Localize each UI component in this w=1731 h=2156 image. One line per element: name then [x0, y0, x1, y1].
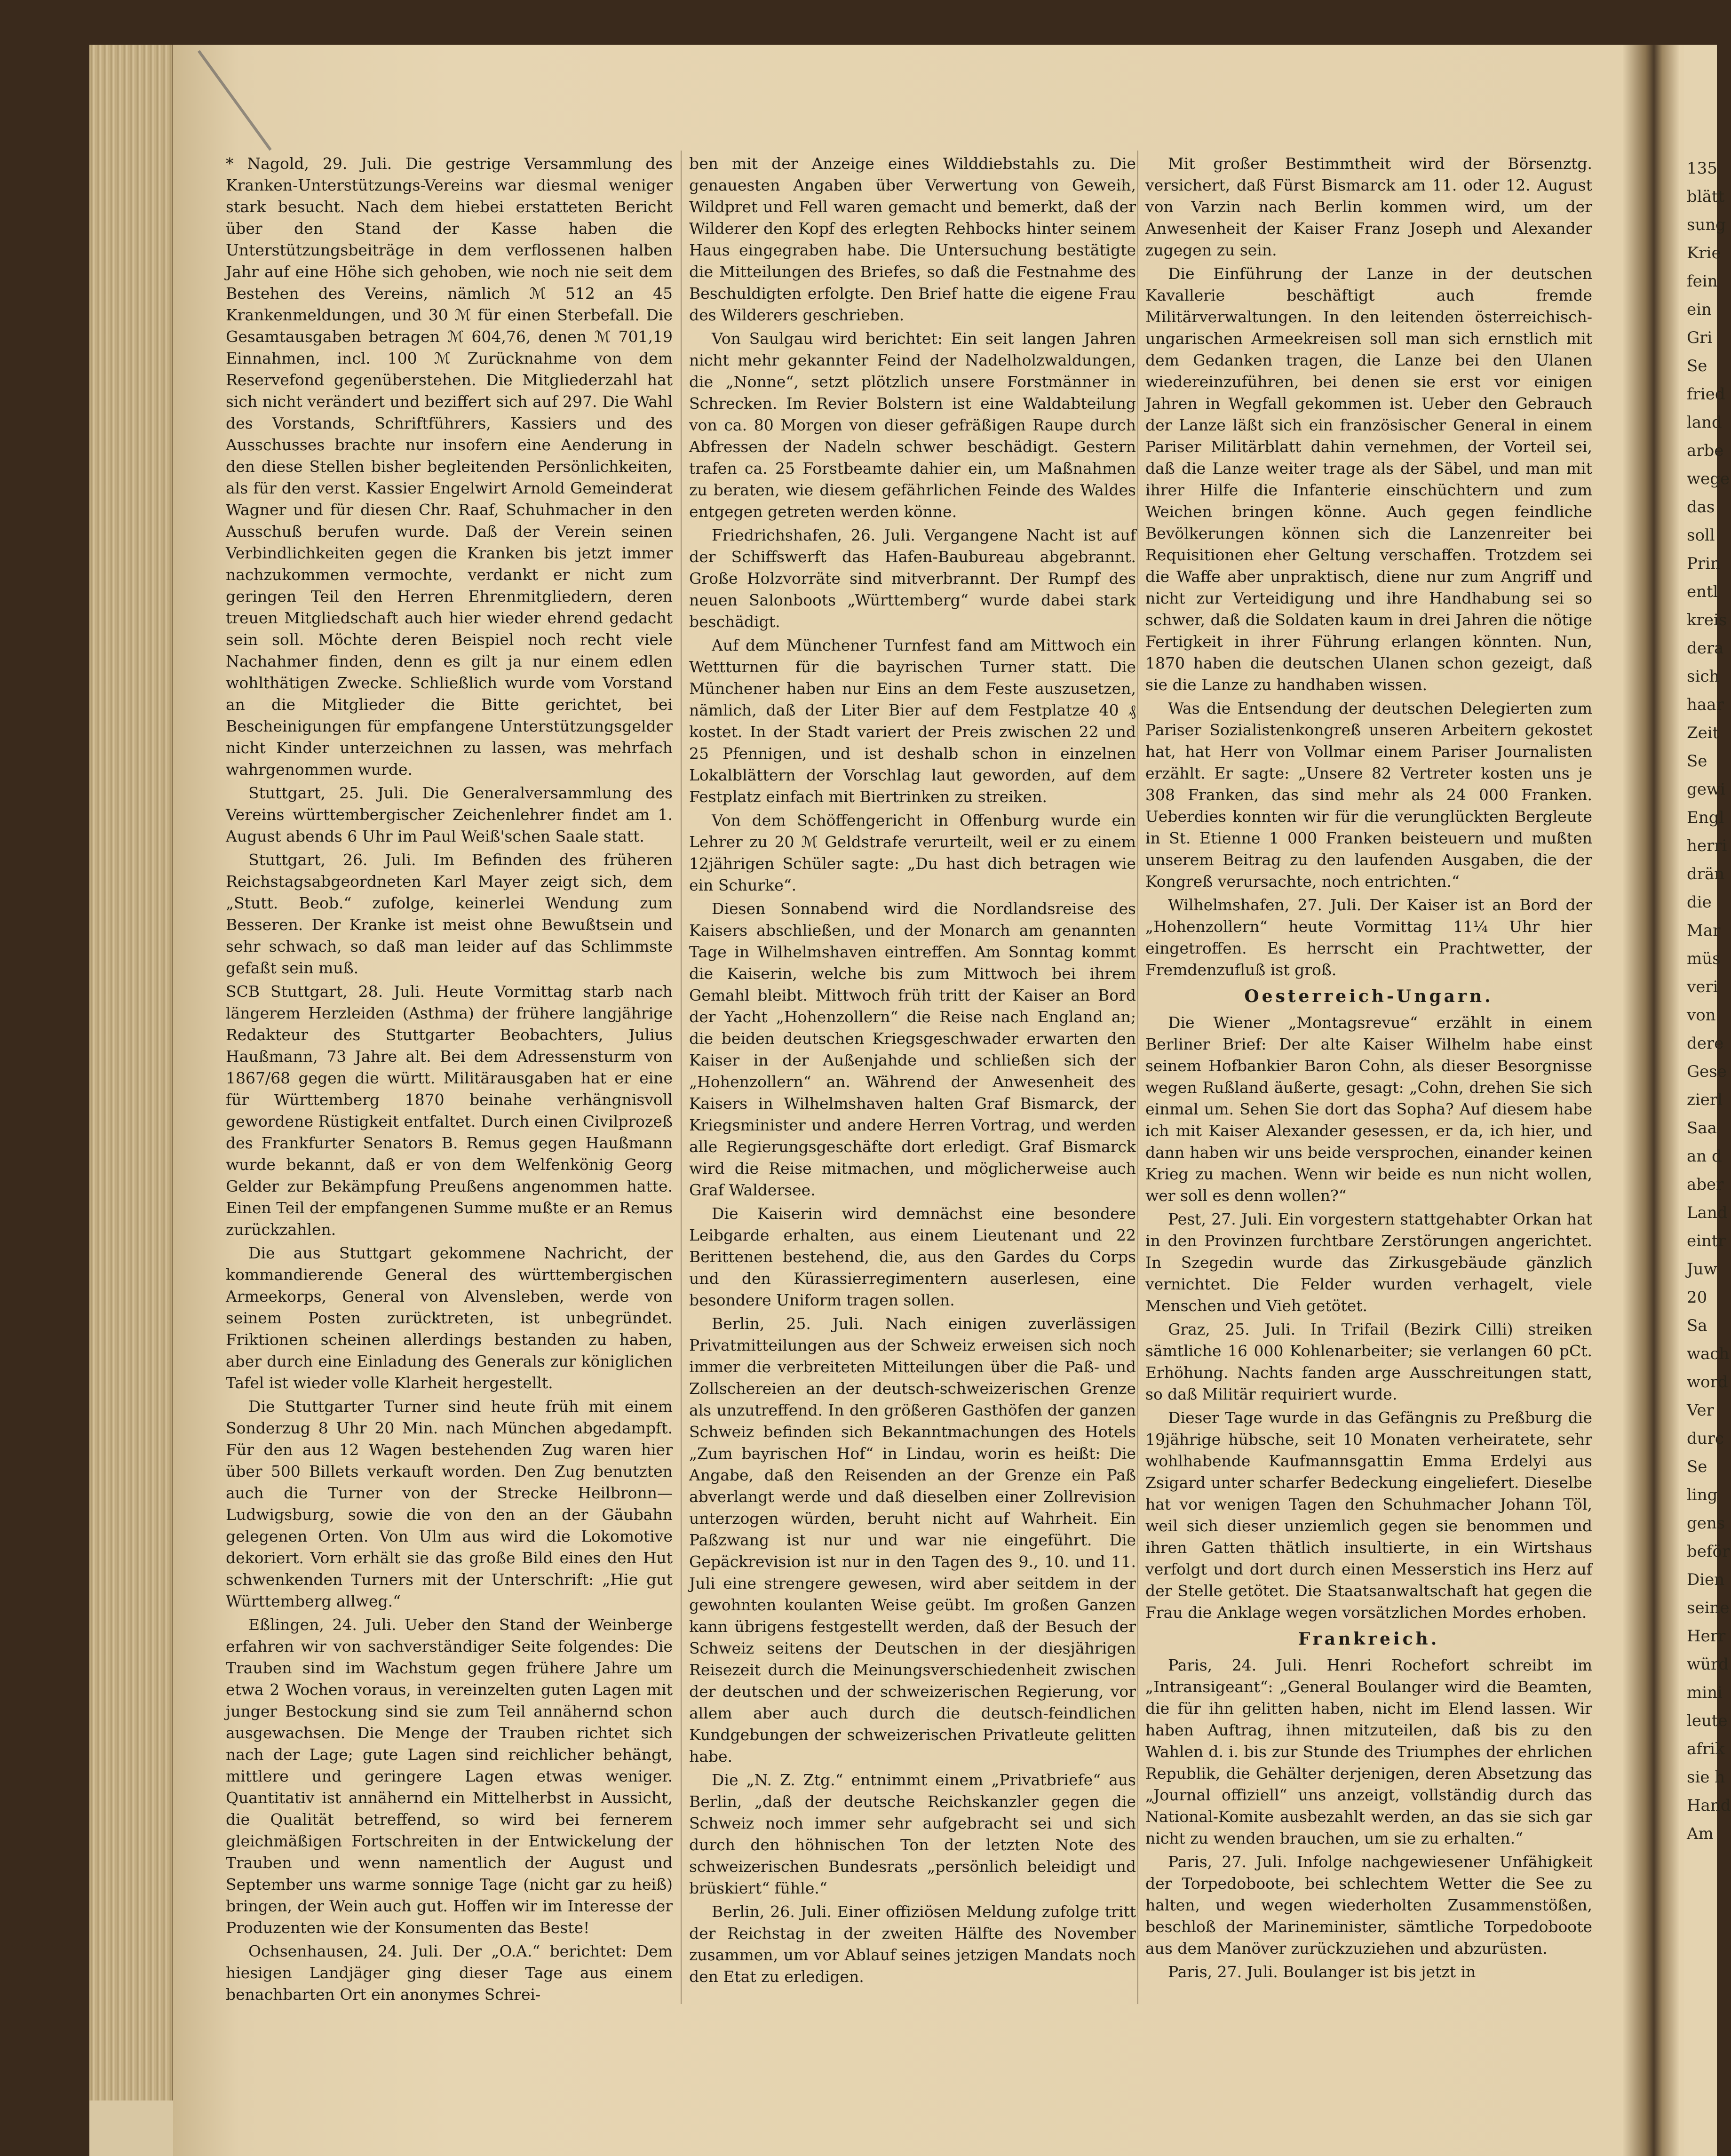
right-page-text-fragment: soll [1687, 526, 1715, 545]
right-page-text-fragment: Engl [1687, 808, 1724, 827]
right-page-text-fragment: arbe [1687, 441, 1724, 460]
right-page-text-fragment: Ver [1687, 1401, 1714, 1420]
article-paragraph: Auf dem Münchener Turnfest fand am Mittwoch ein Wettturnen für die bayrischen Turner statt. Die Münchener haben nur Eins an dem Feste auszusetzen, nämlich, daß der Liter Bier auf dem Festplatze 40 ₰ kostet. In der Stadt variert der Preis zwischen 22 und 25 Pfennigen, und ist deshalb schon in einzelnen Lokalblättern der Vorschlag laut geworden, auf dem Festplatz einfach mit Biertrinken zu streiken. [689, 636, 1136, 806]
right-page-text-fragment: von [1687, 1006, 1716, 1025]
right-page-text-fragment: aber [1687, 1175, 1724, 1194]
right-page-text-fragment: an d [1687, 1147, 1722, 1166]
right-page-text-fragment: entl [1687, 582, 1718, 601]
article-paragraph: Die Kaiserin wird demnächst eine besondere Leibgarde erhalten, aus einem Lieutenant und 22 Berittenen bestehend, die, aus den Gardes du Corps und den Kürassierregimentern auserlesen, eine besondere Uniform tragen sollen. [689, 1204, 1136, 1309]
article-paragraph: Wilhelmshafen, 27. Juli. Der Kaiser ist an Bord der „Hohenzollern“ heute Vormittag 11¼ Uhr hier eingetroffen. Es herrscht ein Prachtwetter, der Fremdenzufluß ist groß. [1145, 896, 1592, 979]
article-paragraph: * Nagold, 29. Juli. Die gestrige Versammlung des Kranken-Unterstützungs-Vereins war diesmal weniger stark besucht. Nach dem hiebei erstatteten Bericht über den Stand der Kasse haben die Unterstützungsbeiträge in dem verflossenen halben Jahr auf eine Höhe sich gehoben, wie noch nie seit dem Bestehen des Vereins, nämlich ℳ 512 an 45 Krankenmeldungen, und 30 ℳ für einen Sterbefall. Die Gesamtausgaben betragen ℳ 604,76, denen ℳ 701,19 Einnahmen, incl. 100 ℳ Zurücknahme von dem Reservefond gegenüberstehen. Die Mitgliederzahl hat sich nicht verändert und beziffert sich auf 297. Die Wahl des Vorstands, Schriftführers, Kassiers und des Ausschusses brachte nur insofern eine Aenderung in den diese Stellen bisher begleitenden Persönlichkeiten, als für den verst. Kassier Engelwirt Arnold Gemeinderat Wagner und für diesen Chr. Raaf, Schuhmacher in den Ausschuß berufen wurde. Daß der Verein seinen Verbindlichkeiten gegen die Kranken bis jetzt immer nachzukommen vermochte, verdankt er nicht zum geringen Teil den Herren Ehrenmitgliedern, deren treuen Mitgliedschaft auch hier wieder ehrend gedacht sein soll. Möchte deren Beispiel noch recht viele Nachahmer finden, denn es gilt ja nur einem edlen wohlthätigen Zwecke. Schließlich wurde vom Vorstand an die Mitglieder die Bitte gerichtet, bei Bescheinigungen für empfangene Unterstützungsgelder nicht Kinder unterzeichnen zu lassen, was mehrfach wahrgenommen wurde. [226, 154, 673, 779]
right-page-text-fragment: gewi [1687, 780, 1725, 799]
article-paragraph: Was die Entsendung der deutschen Delegierten zum Pariser Sozialistenkongreß unseren Arbeitern gekostet hat, hat Herr von Vollmar einem Pariser Journalisten erzählt. Er sagte: „Unsere 82 Vertreter kosten uns je 308 Franken, das sind mehr als 24 000 Franken. Ueberdies konnten wir für die verunglückten Bergleute in St. Etienne 1 000 Franken beisteuern und mußten unserem Beitrag zu den laufenden Ausgaben, die der Kongreß verursachte, noch entrichten.“ [1145, 699, 1592, 891]
right-page-text-fragment: word [1687, 1373, 1728, 1392]
article-paragraph: Friedrichshafen, 26. Juli. Vergangene Nacht ist auf der Schiffswerft das Hafen-Baubureau abgebrannt. Große Holzvorräte sind mitverbrannt. Der Rumpf des neuen Salonboots „Württemberg“ wurde dabei stark beschädigt. [689, 526, 1136, 631]
right-page-text-fragment: Am [1687, 1824, 1714, 1843]
right-page-text-fragment: Krie [1687, 244, 1721, 263]
right-page-text-fragment: veri [1687, 978, 1718, 996]
right-page-text-fragment: drän [1687, 865, 1725, 883]
article-paragraph: Die Einführung der Lanze in der deutschen Kavallerie beschäftigt auch fremde Militärverwaltungen. In den leitenden österreichisch-ungarischen Armeekreisen soll man sich ernstlich mit dem Gedanken tragen, die Lanze bei den Ulanen wiedereinzuführen, bei denen sie erst vor einigen Jahren in Wegfall gekommen ist. Ueber den Gebrauch der Lanze läßt sich ein französischer General in einem Pariser Militärblatt dahin vernehmen, der Vorteil sei, daß die Lanze weiter trage als der Säbel, und man mit ihrer Hilfe die Infanterie einschüchtern und zum Weichen bringen könne. Auch gegen feindliche Bevölkerungen können sich die Lanzenreiter bei Requisitionen eher Geltung verschaffen. Trotzdem sei die Waffe aber unpraktisch, diene nur zum Angriff und nicht zur Verteidigung und ihre Handhabung sei so schwer, daß die Soldaten kaum in drei Jahren die nötige Fertigkeit in ihrer Führung erlangen könnten. Nun, 1870 haben die deutschen Ulanen schon gezeigt, daß sie die Lanze zu handhaben wissen. [1145, 264, 1592, 694]
right-page-text-fragment: Gese [1687, 1062, 1727, 1081]
article-paragraph: Von dem Schöffengericht in Offenburg wurde ein Lehrer zu 20 ℳ Geldstrafe verurteilt, weil er zu einem 12jährigen Schüler sagte: „Du hast dich betragen wie ein Schurke“. [689, 811, 1136, 894]
section-heading-austria: Oesterreich-Ungarn. [1244, 987, 1493, 1006]
right-page-text-fragment: Se [1687, 752, 1707, 771]
right-page-text-fragment: sie h [1687, 1768, 1725, 1787]
right-page-text-fragment: 20 [1687, 1288, 1707, 1307]
article-paragraph: Die aus Stuttgart gekommene Nachricht, der kommandierende General des württembergischen Armeekorps, General von Alvensleben, werde von seinem Posten zurücktreten, ist unbegründet. Friktionen scheinen allerdings bestanden zu haben, aber durch eine Einladung des Generals zur königlichen Tafel ist wieder volle Klarheit hergestellt. [226, 1244, 673, 1392]
section-heading-france: Frankreich. [1298, 1629, 1440, 1649]
right-page-text-fragment: beför [1687, 1542, 1730, 1561]
right-page-text-fragment: dera [1687, 639, 1724, 658]
column-rule [681, 151, 682, 2004]
right-page-text-fragment: seine [1687, 1599, 1730, 1617]
right-page-text-fragment: fried [1687, 385, 1725, 404]
right-page-text-fragment: fein [1687, 272, 1718, 291]
right-page-text-fragment: land [1687, 413, 1722, 432]
column-rule [1137, 151, 1138, 2004]
article-paragraph: Dieser Tage wurde in das Gefängnis zu Preßburg die 19jährige hübsche, seit 10 Monaten verheiratete, sehr wohlhabende Kaufmannsgattin Emma Erdelyi aus Zsigard unter scharfer Bedeckung eingeliefert. Dieselbe hat vor wenigen Tagen den Schuhmacher Johann Töl, weil sich dieser unziemlich gegen sie benommen und ihren Gatten thätlich insultierte, in ein Wirtshaus verfolgt und dort durch einen Messerstich ins Herz auf der Stelle getötet. Die Staatsanwaltschaft hat gegen die Frau die Anklage wegen vorsätzlichen Mordes erhoben. [1145, 1408, 1592, 1622]
article-paragraph: Stuttgart, 25. Juli. Die Generalversammlung des Vereins württembergischer Zeichenlehrer findet am 1. August abends 6 Uhr im Paul Weiß'schen Saale statt. [226, 784, 673, 845]
column-3 [1145, 153, 1592, 2002]
article-paragraph: Ochsenhausen, 24. Juli. Der „O.A.“ berichtet: Dem hiesigen Landjäger ging dieser Tage aus einem benachbarten Ort ein anonymes Schrei- [226, 1942, 673, 2004]
right-page-text-fragment: Gri [1687, 328, 1713, 347]
right-page-text-fragment: Dien [1687, 1570, 1725, 1589]
right-page-text-fragment: wege [1687, 469, 1730, 488]
article-paragraph: Diesen Sonnabend wird die Nordlandsreise des Kaisers abschließen, und der Monarch am genannten Tage in Wilhelmshaven eintreffen. Am Sonntag kommt die Kaiserin, welche bis zum Mittwoch bei ihrem Gemahl bleibt. Mittwoch früh tritt der Kaiser an Bord der Yacht „Hohenzollern“ die Reise nach England an; die beiden deutschen Kriegsgeschwader erwarten den Kaiser in der Außenjahde und schließen sich der „Hohenzollern“ an. Während der Anwesenheit des Kaisers in Wilhelmshaven halten Graf Bismarck, der Kriegsminister und andere Herren Vortrag, und werden alle Regierungsgeschäfte dort erledigt. Graf Bismarck wird die Reise mitmachen, und möglicherweise auch Graf Waldersee. [689, 899, 1136, 1199]
article-paragraph: Die „N. Z. Ztg.“ entnimmt einem „Privatbriefe“ aus Berlin, „daß der deutsche Reichskanzler gegen die Schweiz noch immer sehr aufgebracht sei und sich durch den höhnischen Ton der letzten Note des schweizerischen Bundesrats „persönlich beleidigt und brüskiert“ fühle.“ [689, 1771, 1136, 1897]
article-paragraph: Berlin, 26. Juli. Einer offiziösen Meldung zufolge tritt der Reichstag in der zweiten Hälfte des November zusammen, um vor Ablauf seines jetzigen Mandats noch den Etat zu erledigen. [689, 1902, 1136, 1986]
right-page-text-fragment: leute [1687, 1711, 1728, 1730]
right-page-text-fragment: Sa [1687, 1316, 1707, 1335]
right-page-text-fragment: durc [1687, 1429, 1724, 1448]
right-page-text-fragment: wach [1687, 1345, 1730, 1363]
right-page-text-fragment: ein [1687, 300, 1712, 319]
article-paragraph: Stuttgart, 26. Juli. Im Befinden des früheren Reichstagsabgeordneten Karl Mayer zeigt sich, dem „Stutt. Beob.“ zufolge, keinerlei Wendung zum Besseren. Der Kranke ist meist ohne Bewußtsein und sehr schwach, so daß man leider auf das Schlimmste gefaßt sein muß. [226, 851, 673, 977]
article-paragraph: Pest, 27. Juli. Ein vorgestern stattgehabter Orkan hat in den Provinzen furchtbare Zerstörungen angerichtet. In Szegedin wurde das Zirkusgebäude gänzlich vernichtet. Die Felder wurden verhagelt, viele Menschen und Vieh getötet. [1145, 1210, 1592, 1315]
column-1 [226, 153, 673, 2002]
right-page-text-fragment: sung [1687, 215, 1726, 234]
article-paragraph: Mit großer Bestimmtheit wird der Börsenztg. versichert, daß Fürst Bismarck am 11. oder 12. August von Varzin nach Berlin kommen wird, um der Anwesenheit der Kaiser Franz Joseph und Alexander zugegen zu sein. [1145, 154, 1592, 259]
right-page-text-fragment: herri [1687, 836, 1727, 855]
right-page-text-fragment: Se [1687, 1457, 1707, 1476]
right-page-text-fragment: dere [1687, 1034, 1724, 1053]
right-page-text-fragment: Herr [1687, 1627, 1726, 1646]
right-page-text-fragment: 135 [1687, 159, 1717, 178]
article-paragraph: ben mit der Anzeige eines Wilddiebstahls zu. Die genauesten Angaben über Verwertung von Geweih, Wildpret und Fell waren gemacht und bemerkt, daß der Wilderer den Kopf des erlegten Rehbocks hinter seinem Haus eingegraben habe. Die Untersuchung bestätigte die Mitteilungen des Briefes, so daß die Festnahme des Beschuldigten erfolgte. Den Brief hatte die eigene Frau des Wilderers geschrieben. [689, 154, 1136, 324]
right-page-text-fragment: eintr [1687, 1232, 1726, 1250]
right-page-text-fragment: blätt [1687, 187, 1725, 206]
article-paragraph: Die Wiener „Montagsrevue“ erzählt in einem Berliner Brief: Der alte Kaiser Wilhelm habe einst seinem Hofbankier Baron Cohn, als dieser Besorgnisse wegen Rußland äußerte, gesagt: „Cohn, drehen Sie sich einmal um. Sehen Sie dort das Sopha? Auf diesem habe ich mit Kaiser Alexander gesessen, er da, ich hier, und dann haben wir uns beide versprochen, einander keinen Krieg zu machen. Wenn wir beide es nun nicht wollen, wer soll es denn wollen?“ [1145, 1013, 1592, 1205]
right-page-text-fragment: Mar [1687, 921, 1721, 940]
article-paragraph: Paris, 24. Juli. Henri Rochefort schreibt im „Intransigeant“: „General Boulanger wird die Beamten, die für ihn gelitten haben, nicht im Elend lassen. Wir haben Auftrag, ihnen mitzuteilen, daß bis zu den Wahlen d. i. bis zur Stunde des Triumphes der ehrlichen Republik, die Gehälter derjenigen, deren Absetzung das „Journal offiziell“ uns anzeigt, vollständig durch das National-Komite ausbezahlt werden, an das sie sich gar nicht zu wenden brauchen, um sie zu erhalten.“ [1145, 1656, 1592, 1847]
right-page-text-fragment: Zeit [1687, 724, 1719, 742]
right-page-text-fragment: das [1687, 498, 1715, 517]
right-page-text-fragment: Juw [1687, 1260, 1717, 1279]
article-paragraph: Paris, 27. Juli. Infolge nachgewiesener Unfähigkeit der Torpedoboote, bei schlechtem Wetter die See zu halten, und wegen wiederholten Zusammenstößen, beschloß der Marineminister, sämtliche Torpedoboote aus dem Manöver zurückzuziehen und abzurüsten. [1145, 1853, 1592, 1957]
article-paragraph: Die Stuttgarter Turner sind heute früh mit einem Sonderzug 8 Uhr 20 Min. nach München abgedampft. Für den aus 12 Wagen bestehenden Zug waren hier über 500 Billets verkauft worden. Den Zug benutzten auch die Turner von der Strecke Heilbronn—Ludwigsburg, sowie die von den an der Gäubahn gelegenen Orten. Von Ulm aus wird die Lokomotive dekoriert. Vorn erhält sie das große Bild eines den Hut schwenkenden Turners mit der Unterschrift: „Hie gut Württemberg allweg.“ [226, 1397, 673, 1610]
article-paragraph: Von Saulgau wird berichtet: Ein seit langen Jahren nicht mehr gekannter Feind der Nadelholzwaldungen, die „Nonne“, setzt plötzlich unsere Forstmänner in Schrecken. Im Revier Bolstern ist eine Waldabteilung von ca. 80 Morgen von dieser gefräßigen Raupe durch Abfressen der Nadeln schwer beschädigt. Gestern trafen ca. 25 Forstbeamte dahier ein, um Maßnahmen zu beraten, wie diesem gefährlichen Feinde des Waldes entgegen getreten werden könne. [689, 329, 1136, 521]
right-page-text-fragment: afrik [1687, 1740, 1725, 1758]
right-page-text-fragment: zierl [1687, 1090, 1723, 1109]
right-page-text-fragment: Se [1687, 357, 1707, 375]
right-page-text-fragment: haar [1687, 695, 1724, 714]
right-page-text-fragment: würd [1687, 1655, 1729, 1674]
right-page-text-fragment: Hand [1687, 1796, 1731, 1815]
column-2 [689, 153, 1136, 2002]
page-edges [89, 45, 173, 2100]
book-gutter [1623, 45, 1679, 2156]
right-page-text-fragment: Prin [1687, 554, 1721, 573]
right-page-text-fragment: Land [1687, 1203, 1728, 1222]
right-page-fragment [1684, 45, 1731, 2156]
right-page-text-fragment: sich [1687, 667, 1720, 686]
right-page-text-fragment: Saa [1687, 1119, 1717, 1138]
article-paragraph: Berlin, 25. Juli. Nach einigen zuverlässigen Privatmitteilungen aus der Schweiz erweisen sich noch immer die verbreiteten Mitteilungen über die Paß- und Zollschereien an der deutsch-schweizerischen Grenze als unzutreffend. In den größeren Gasthöfen der ganzen Schweiz befinden sich Bekanntmachungen des Hotels „Zum bayrischen Hof“ in Lindau, worin es heißt: Die Angabe, daß den Reisenden an der Grenze ein Paß abverlangt werde und daß dieselben einer Zollrevision unterzogen würden, beruht nicht auf Wahrheit. Ein Paßzwang ist nur und war nie eingeführt. Die Gepäckrevision ist nur in den Tagen des 9., 10. und 11. Juli eine strengere gewesen, wird aber seitdem in der gewohnten koulanten Weise geübt. Im großen Ganzen kann übrigens festgestellt werden, daß der Besuch der Schweiz seitens der Deutschen in der diesjährigen Reisezeit durch die Meinungsverschiedenheit zwischen der deutschen und der schweizerischen Regierung, vor allem aber auch durch die deutsch-feindlichen Kundgebungen der schweizerischen Privatleute gelitten habe. [689, 1314, 1136, 1766]
right-page-text-fragment: müs [1687, 949, 1721, 968]
article-paragraph: SCB Stuttgart, 28. Juli. Heute Vormittag starb nach längerem Herzleiden (Asthma) der frühere langjährige Redakteur des Stuttgarter Beobachters, Julius Haußmann, 73 Jahre alt. Bei dem Adressensturm von 1867/68 gegen die württ. Militärausgaben hat er eine für Württemberg 1870 beinahe verhängnisvoll gewordene Rüstigkeit entfaltet. Durch einen Civilprozeß des Frankfurter Senators B. Remus gegen Haußmann wurde bekannt, daß er von dem Welfenkönig Georg Gelder zur Bekämpfung Preußens angenommen hatte. Einen Teil der empfangenen Summe mußte er an Remus zurückzahlen. [226, 982, 673, 1239]
right-page-text-fragment: ling [1687, 1486, 1718, 1504]
article-paragraph: Eßlingen, 24. Juli. Ueber den Stand der Weinberge erfahren wir von sachverständiger Seite folgendes: Die Trauben sind im Wachstum gegen frühere Jahre um etwa 2 Wochen voraus, in vereinzelten guten Lagen mit junger Bestockung sind sie zum Teil annähernd schon ausgewachsen. Die Menge der Trauben richtet sich nach der Lage; gute Lagen sind reichlicher behängt, mittlere und geringere Lagen etwas weniger. Quantitativ ist annähernd ein Mittelherbst in Aussicht, die Qualität betreffend, so wird bei fernerem gleichmäßigen Fortschreiten in der Entwickelung der Trauben und wenn namentlich der August und September uns warme sonnige Tage (nicht gar zu heiß) bringen, der Wein auch gut. Hoffen wir im Interesse der Produzenten wie der Konsumenten das Beste! [226, 1615, 673, 1937]
article-paragraph: Graz, 25. Juli. In Trifail (Bezirk Cilli) streiken sämtliche 16 000 Kohlenarbeiter; sie verlangen 60 pCt. Erhöhung. Nachts fanden arge Ausschreitungen statt, so daß Militär requiriert wurde. [1145, 1320, 1592, 1403]
article-paragraph: Paris, 27. Juli. Boulanger ist bis jetzt in [1168, 1963, 1476, 1981]
right-page-text-fragment: die [1687, 893, 1712, 912]
right-page-text-fragment: gens [1687, 1514, 1725, 1533]
right-page-text-fragment: kreis [1687, 611, 1727, 629]
right-page-text-fragment: mini [1687, 1683, 1723, 1702]
